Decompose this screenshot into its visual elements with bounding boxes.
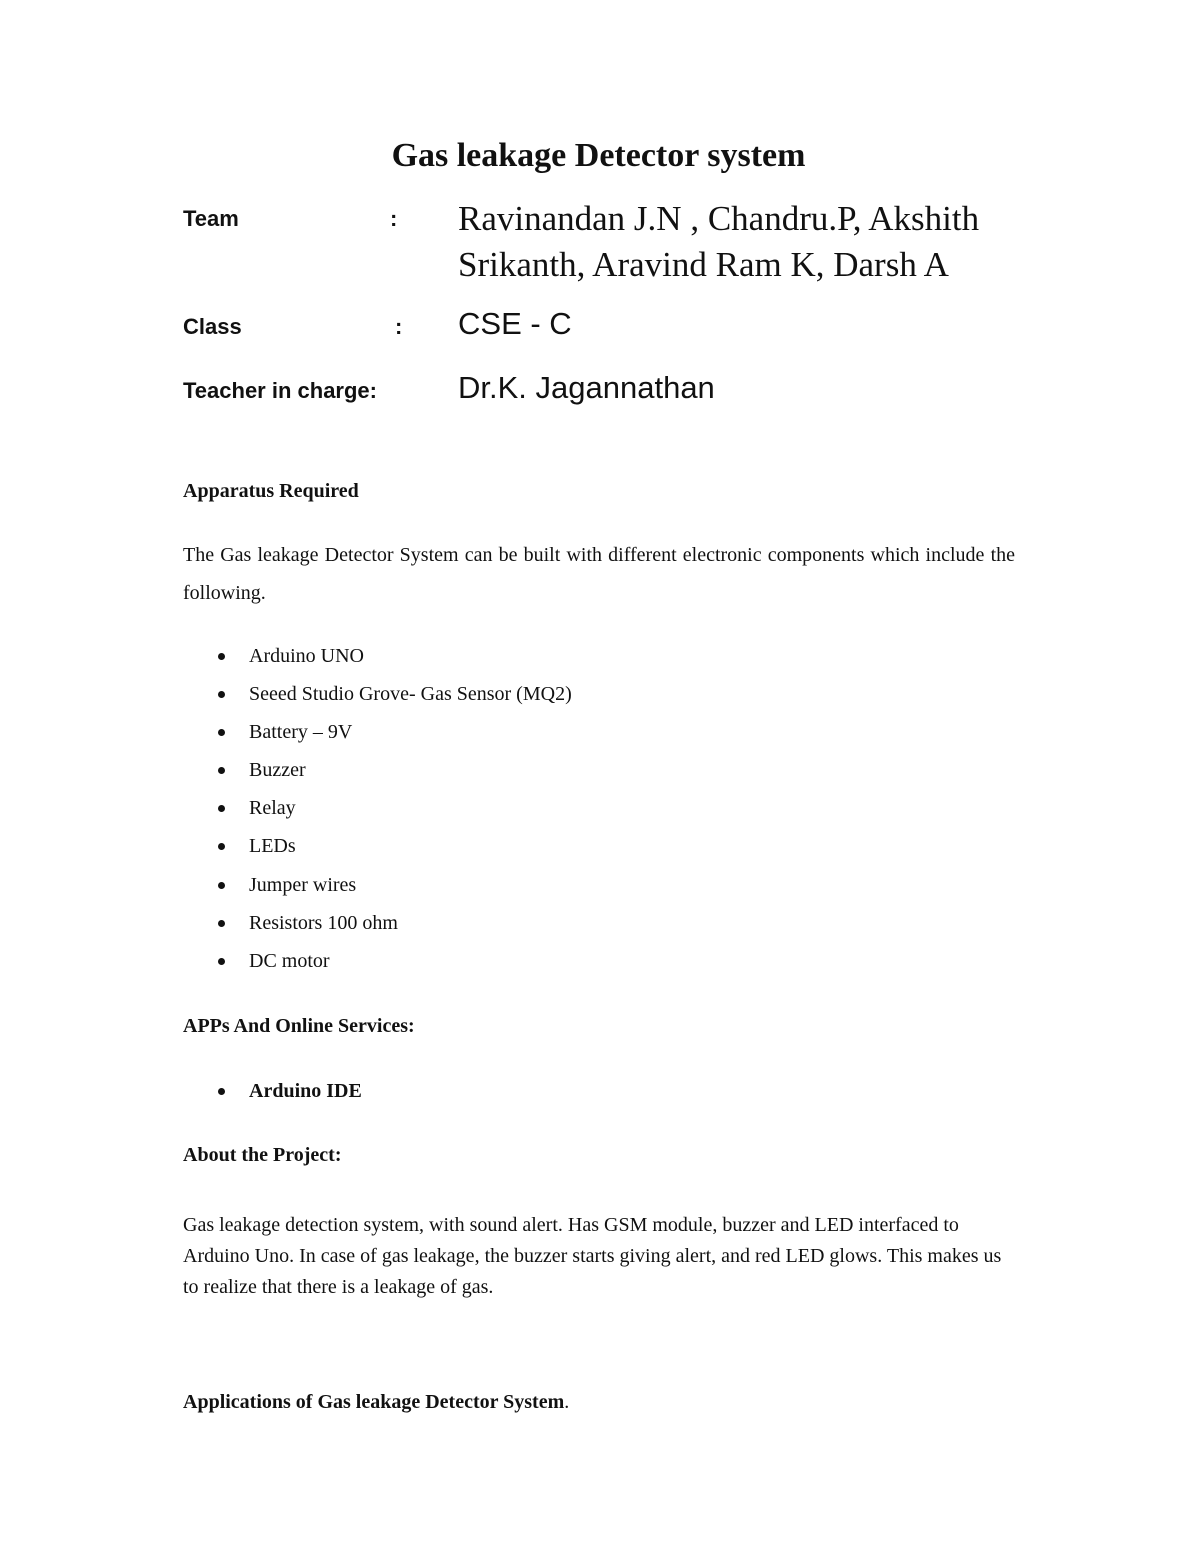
team-label: Team xyxy=(183,206,239,231)
team-value: Ravinandan J.N , Chandru.P, Akshith Srikanth, Aravind Ram K, Darsh A xyxy=(458,199,980,284)
about-text: Gas leakage detection system, with sound alert. Has GSM module, buzzer and LED interfaced to Arduino Uno. In case of gas leakage, the buzzer starts giving alert, and red LED glows. This makes us to realize that there is a leakage of gas. xyxy=(183,1214,1002,1298)
bullet-icon xyxy=(218,843,225,850)
class-colon: : xyxy=(395,314,403,339)
applications-heading-period: . xyxy=(564,1391,570,1413)
bullet-icon xyxy=(218,958,225,965)
teacher-value: Dr.K. Jagannathan xyxy=(458,370,715,405)
bullet-icon xyxy=(218,805,225,812)
page-title: Gas leakage Detector system xyxy=(391,137,806,174)
applications-heading xyxy=(183,1389,569,1415)
teacher-label: Teacher in charge: xyxy=(183,378,377,403)
list-item-text: Relay xyxy=(249,797,296,819)
list-item-text: Battery – 9V xyxy=(249,721,353,743)
list-item-text: DC motor xyxy=(249,950,330,972)
applications-heading-text: Applications of Gas leakage Detector System xyxy=(183,1391,565,1413)
list-item-text: LEDs xyxy=(249,835,296,857)
bullet-icon xyxy=(218,729,225,736)
list-item-text: Jumper wires xyxy=(249,874,357,896)
bullet-icon xyxy=(218,882,225,889)
list-item-text: Buzzer xyxy=(249,759,306,781)
list-item-text: Arduino IDE xyxy=(249,1080,362,1102)
bullet-icon xyxy=(218,1088,225,1095)
class-value: CSE - C xyxy=(458,306,572,341)
class-label: Class xyxy=(183,314,242,339)
list-item-text: Seeed Studio Grove- Gas Sensor (MQ2) xyxy=(249,683,572,705)
bullet-icon xyxy=(218,691,225,698)
apparatus-heading: Apparatus Required xyxy=(183,480,359,502)
list-item-text: Resistors 100 ohm xyxy=(249,912,398,934)
about-heading: About the Project: xyxy=(183,1144,342,1166)
list-item-text: Arduino UNO xyxy=(249,645,364,667)
apps-heading: APPs And Online Services: xyxy=(183,1015,415,1037)
bullet-icon xyxy=(218,767,225,774)
bullet-icon xyxy=(218,920,225,927)
team-colon: : xyxy=(390,206,398,231)
bullet-icon xyxy=(218,653,225,660)
apparatus-intro: The Gas leakage Detector System can be built with different electronic components which include the following. xyxy=(183,544,1015,604)
